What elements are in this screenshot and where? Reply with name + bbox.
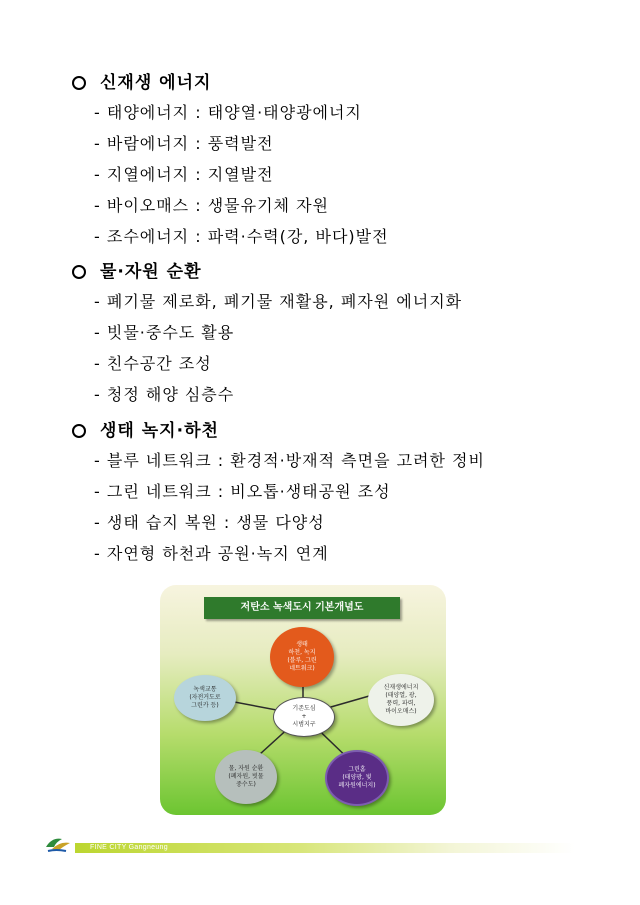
list-item: - 바이오매스 : 생물유기체 자원 [94, 196, 329, 215]
node-renewable: 신재생에너지 (태양열, 광, 풍력, 파력, 바이오매스) [368, 674, 434, 726]
list-item: - 태양에너지 : 태양열·태양광에너지 [94, 103, 362, 122]
node-center: 기존도심 + 시범지구 [273, 697, 335, 737]
logo-icon [44, 833, 72, 855]
node-ecology: 생태 하천, 녹지 (블루, 그린 네트워크) [270, 627, 334, 687]
node-green-transport: 녹색교통 (자전거도로 그린카 등) [174, 675, 236, 721]
list-item: - 자연형 하천과 공원·녹지 연계 [94, 544, 329, 563]
section-heading [72, 417, 485, 445]
list-item: - 바람에너지 : 풍력발전 [94, 134, 274, 153]
section-ecology-green [72, 417, 485, 569]
node-water-cycle: 물, 자원 순환 (폐자원, 빗물 중수도) [215, 750, 277, 804]
list-item: - 블루 네트워크 : 환경적·방재적 측면을 고려한 정비 [94, 451, 485, 470]
section-heading [72, 69, 389, 97]
circle-bullet-icon [72, 424, 86, 438]
heading-text: 물·자원 순환 [100, 262, 202, 282]
list-item: - 조수에너지 : 파력·수력(강, 바다)발전 [94, 227, 389, 246]
heading-text: 신재생 에너지 [100, 73, 212, 93]
heading-text: 생태 녹지·하천 [100, 421, 219, 441]
list-item: - 지열에너지 : 지열발전 [94, 165, 274, 184]
list-item: - 친수공간 조성 [94, 354, 212, 373]
list-item: - 빗물·중수도 활용 [94, 323, 235, 342]
concept-diagram [160, 585, 446, 815]
footer-text: FINE CITY Gangneung [90, 844, 168, 851]
list-item: - 그린 네트워크 : 비오톱·생태공원 조성 [94, 482, 391, 501]
list-item: - 폐기물 제로화, 폐기물 재활용, 폐자원 에너지화 [94, 292, 463, 311]
section-water-resource [72, 258, 462, 410]
circle-bullet-icon [72, 265, 86, 279]
section-renewable-energy [72, 69, 389, 252]
list-item: - 생태 습지 복원 : 생물 다양성 [94, 513, 325, 532]
circle-bullet-icon [72, 76, 86, 90]
diagram-title: 저탄소 녹색도시 기본개념도 [204, 597, 400, 619]
list-item: - 청정 해양 심층수 [94, 385, 235, 404]
section-heading [72, 258, 462, 286]
node-greenhome: 그린홈 (태양광, 빛 폐자원에너지) [325, 750, 389, 806]
